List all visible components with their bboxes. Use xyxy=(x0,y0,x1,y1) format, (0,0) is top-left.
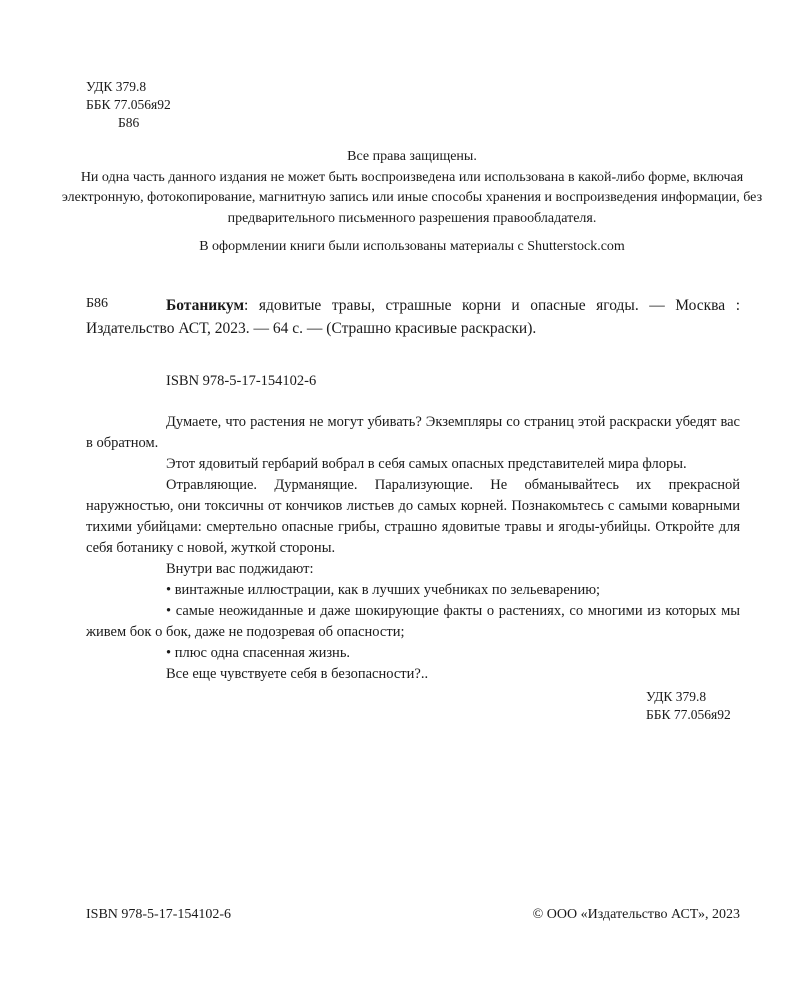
rights-text: Ни одна часть данного издания не может быть воспроизведена или использована в какой-либо форме, включая электронную, фотокопирование, магнитную запись или иные способы хранения и воспроизведения информации, без предварительного письменного разрешения правообладателя. xyxy=(61,169,763,226)
annotation-bullet: • плюс одна спасенная жизнь. xyxy=(166,645,351,661)
annotation-paragraph: Все еще чувствуете себя в безопасности?.. xyxy=(166,666,429,682)
annotation xyxy=(86,412,740,685)
bottom-library-codes xyxy=(646,688,731,724)
rights-notice xyxy=(60,147,764,229)
bbk-code: ББК 77.056я92 xyxy=(646,707,731,722)
biblio-line-1-rest: : ядовитые травы, страшные корни и опасные ягоды. — Москва : xyxy=(244,297,740,314)
footer-copyright: © ООО «Издательство АСТ», 2023 xyxy=(532,907,740,922)
author-mark: Б86 xyxy=(118,115,140,130)
udk-code: УДК 379.8 xyxy=(86,79,147,94)
annotation-bullet: • самые неожиданные и даже шокирующие факты о растениях, со многими из которых мы живем бок о бок, даже не подозревая об опасности; xyxy=(86,603,740,640)
annotation-paragraph: Думаете, что растения не могут убивать? Экземпляры со страниц этой раскраски убедят вас в обратном. xyxy=(86,414,740,451)
annotation-paragraph: Этот ядовитый гербарий вобрал в себя самых опасных представителей мира флоры. xyxy=(166,456,687,472)
annotation-paragraph: Внутри вас поджидают: xyxy=(166,561,314,577)
footer-isbn: ISBN 978-5-17-154102-6 xyxy=(86,907,232,922)
materials-note: В оформлении книги были использованы материалы с Shutterstock.com xyxy=(199,239,625,254)
isbn-main: ISBN 978-5-17-154102-6 xyxy=(166,373,317,389)
book-title: Ботаникум xyxy=(166,297,245,314)
annotation-bullet: • винтажные иллюстрации, как в лучших учебниках по зельеварению; xyxy=(166,582,601,598)
biblio-code: Б86 xyxy=(86,296,109,311)
biblio-line-1 xyxy=(166,294,740,317)
library-codes xyxy=(86,78,171,132)
bbk-code: ББК 77.056я92 xyxy=(86,97,171,112)
udk-code: УДК 379.8 xyxy=(646,689,707,704)
biblio-line-2: Издательство АСТ, 2023. — 64 с. — (Страшно красивые раскраски). xyxy=(86,320,537,337)
annotation-paragraph: Отравляющие. Дурманящие. Парализующие. Не обманывайтесь их прекрасной наружностью, они токсичны от кончиков листьев до самых корней. Познакомьтесь с самыми коварными тихими убийцами: смертельно опасные грибы, страшно ядовитые травы и ягоды-убийцы. Откройте для себя ботанику с новой, жуткой стороны. xyxy=(86,477,740,556)
rights-title: Все права защищены. xyxy=(347,149,477,164)
